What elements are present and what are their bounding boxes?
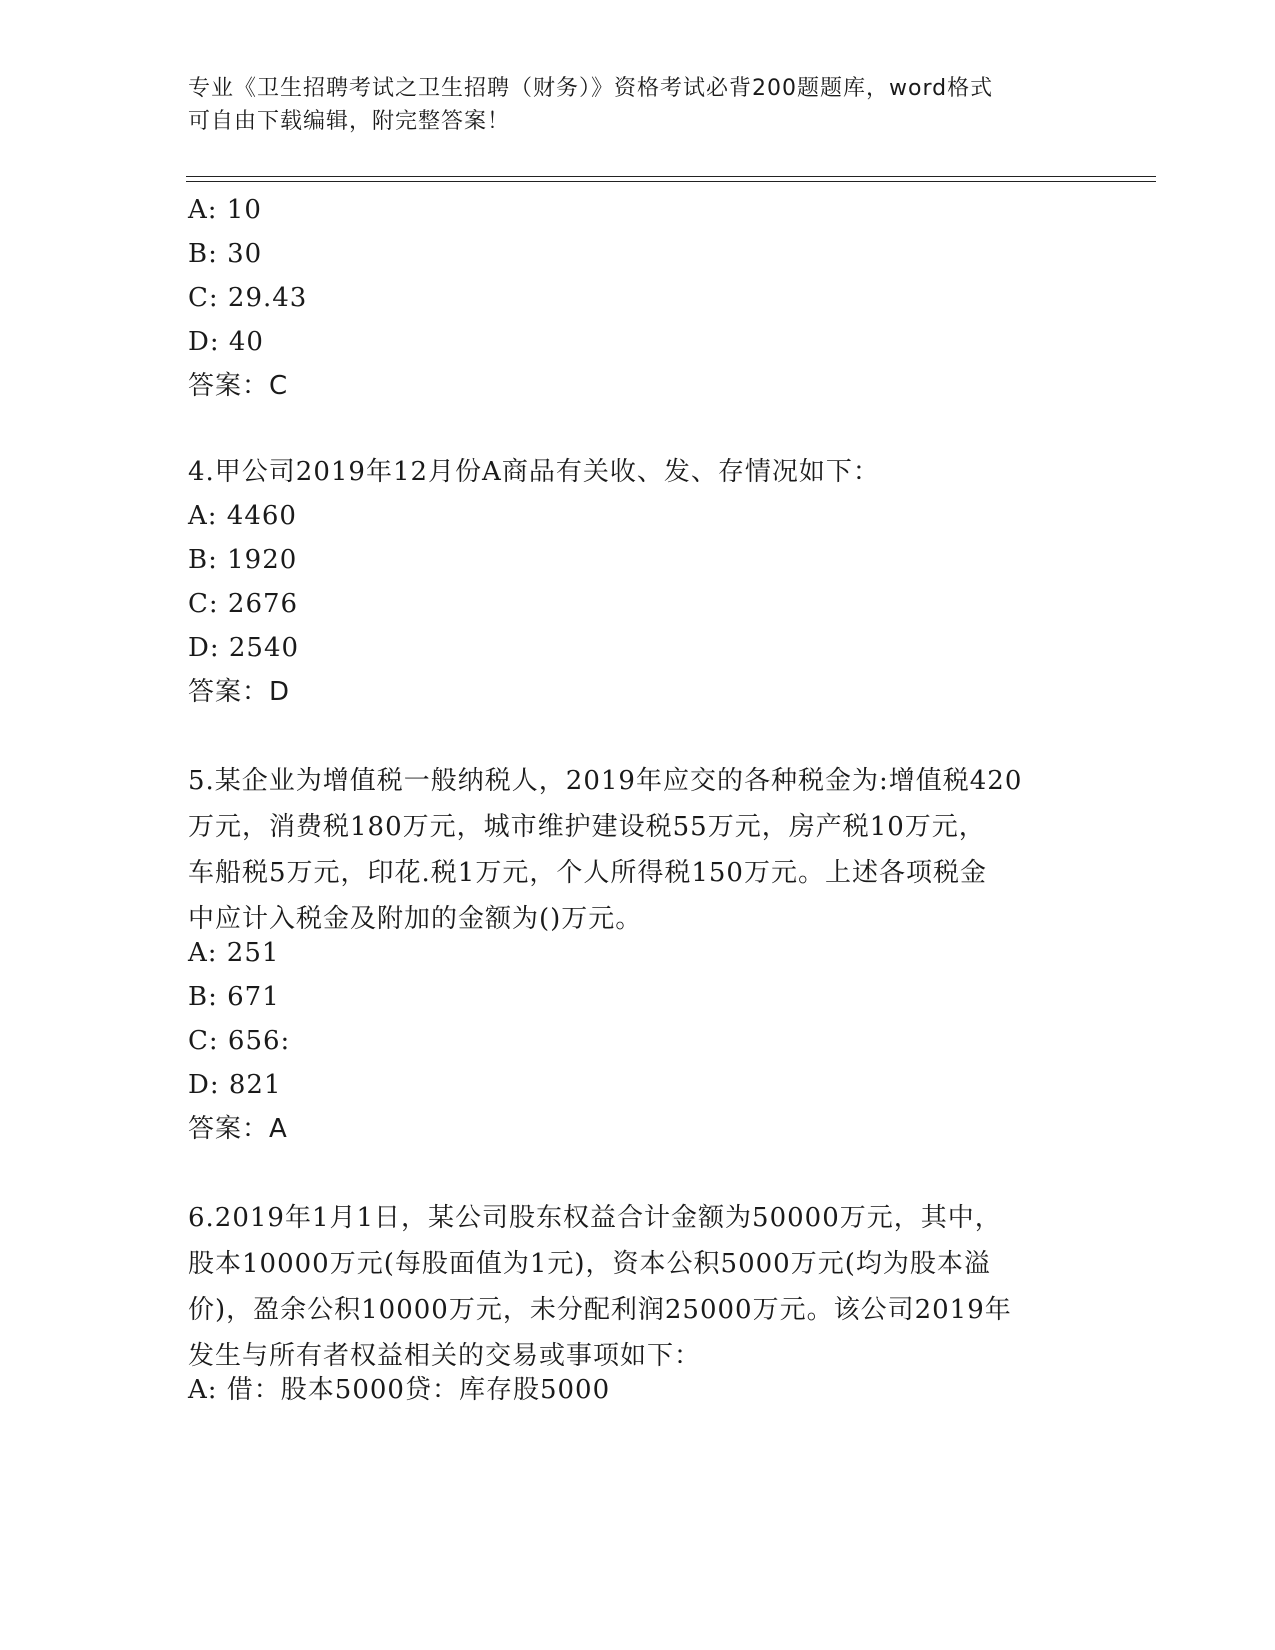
header-title-line-2: 可自由下载编辑，附完整答案！ (188, 109, 511, 134)
document-header (188, 72, 1068, 138)
q6-stem-line-2: 股本10000万元(每股面值为1元)，资本公积5000万元(均为股本溢 (188, 1249, 991, 1279)
q6-stem (188, 1195, 1088, 1379)
header-divider-bottom (186, 181, 1156, 182)
q3-answer: 答案：C (188, 371, 289, 401)
q3-option-a: A: 10 (188, 195, 262, 225)
q5-stem-line-3: 车船税5万元，印花.税1万元，个人所得税150万元。上述各项税金 (188, 858, 987, 888)
q5-stem-line-4: 中应计入税金及附加的金额为()万元。 (188, 904, 643, 934)
q6-stem-line-3: 价)，盈余公积10000万元，未分配利润25000万元。该公司2019年 (188, 1295, 1012, 1325)
q5-option-b: B: 671 (188, 982, 280, 1012)
q3-option-b: B: 30 (188, 239, 263, 269)
q5-option-c: C: 656: (188, 1026, 291, 1056)
q5-option-a: A: 251 (188, 938, 280, 968)
q4-option-d: D: 2540 (188, 633, 300, 663)
q4-answer: 答案：D (188, 677, 291, 707)
q4-option-b: B: 1920 (188, 545, 298, 575)
q5-option-d: D: 821 (188, 1070, 282, 1100)
q3-option-c: C: 29.43 (188, 283, 308, 313)
q3-option-d: D: 40 (188, 327, 264, 357)
q4-option-a: A: 4460 (188, 501, 297, 531)
q5-stem-line-2: 万元，消费税180万元，城市维护建设税55万元，房产税10万元， (188, 812, 986, 842)
q5-stem (188, 758, 1088, 942)
q5-stem-line-1: 5.某企业为增值税一般纳税人，2019年应交的各种税金为:增值税420 (188, 766, 1023, 796)
q4-stem: 4.甲公司2019年12月份A商品有关收、发、存情况如下： (188, 457, 880, 487)
q6-stem-line-1: 6.2019年1月1日，某公司股东权益合计金额为50000万元，其中， (188, 1203, 1002, 1233)
q5-answer: 答案：A (188, 1114, 288, 1144)
header-title-line-1: 专业《卫生招聘考试之卫生招聘（财务）》资格考试必背200题题库，word格式 (188, 76, 994, 101)
q6-stem-line-4: 发生与所有者权益相关的交易或事项如下： (188, 1341, 702, 1371)
q4-option-c: C: 2676 (188, 589, 299, 619)
q6-option-a: A: 借：股本5000贷：库存股5000 (188, 1375, 611, 1405)
header-divider-top (186, 176, 1156, 177)
